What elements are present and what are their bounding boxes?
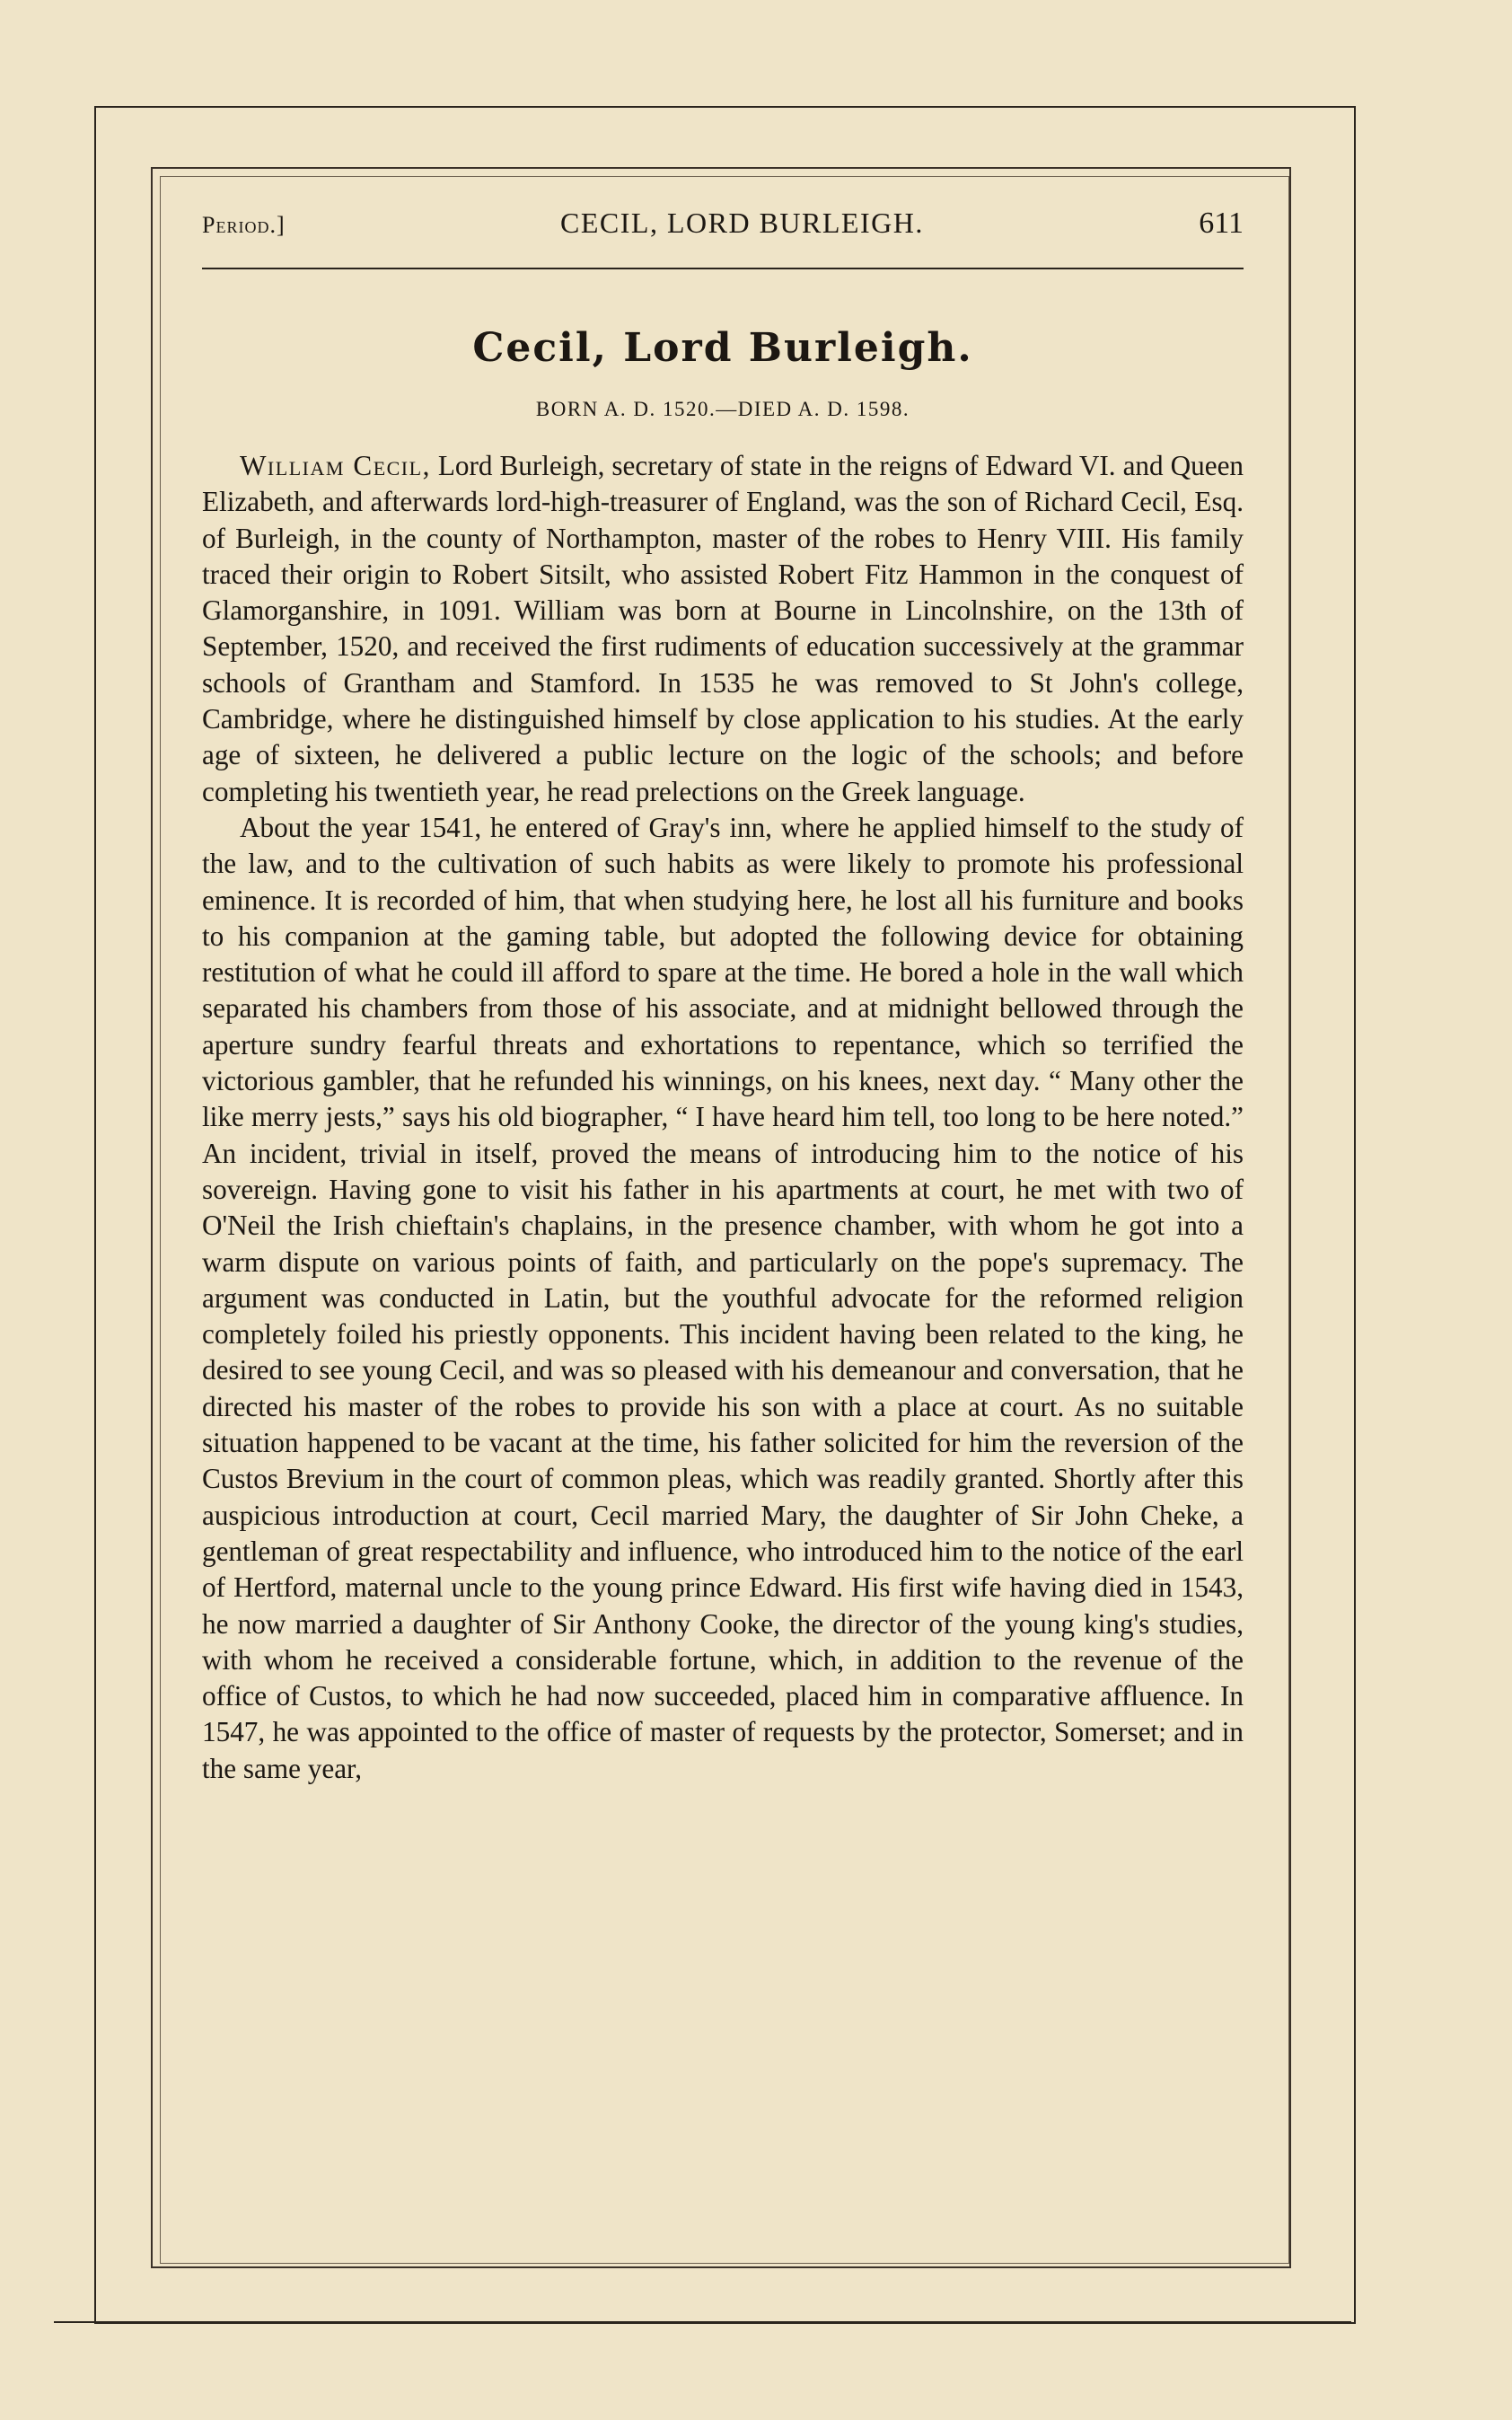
page-number: 611 (1199, 207, 1244, 240)
running-head-section: Period.] (202, 212, 286, 238)
book-page (202, 207, 1244, 1787)
running-head-title: CECIL, LORD BURLEIGH. (560, 207, 924, 239)
paragraph-1 (202, 448, 1244, 810)
outer-bottom-rule (54, 2321, 1351, 2323)
article-body (202, 448, 1244, 1787)
paragraph-1-text: Lord Burleigh, secretary of state in the reigns of Edward VI. and Queen Elizabeth, and afterwards lord-high-treasurer of England, was the son of Richard Cecil, Esq. of Burleigh, in the county of Northampton, master of the robes to Henry VIII. His family traced their origin to Robert Sitsilt, who assisted Robert Fitz Hammon in the conquest of Glamorganshire, in 1091. William was born at Bourne in Lincolnshire, on the 13th of September, 1520, and received the first rudiments of education successively at the grammar schools of Grantham and Stamford. In 1535 he was removed to St John's college, Cambridge, where he distinguished himself by close application to his studies. At the early age of sixteen, he delivered a public lecture on the logic of the schools; and before completing his twentieth year, he read prelections on the Greek language. (202, 450, 1244, 807)
paragraph-2: About the year 1541, he entered of Gray's inn, where he applied himself to the study of the law, and to the cultivation of such habits as were likely to promote his professional eminence. It is recorded of him, that when studying here, he lost all his furniture and books to his companion at the gaming table, but adopted the following device for obtaining restitution of what he could ill afford to spare at the time. He bored a hole in the wall which separated his chambers from those of his associate, and at midnight bellowed through the aperture sundry fearful threats and exhortations to repentance, which so terrified the victorious gambler, that he refunded his winnings, on his knees, next day. “ Many other the like merry jests,” says his old biographer, “ I have heard him tell, too long to be here noted.” An incident, trivial in itself, proved the means of introducing him to the notice of his sovereign. Having gone to visit his father in his apartments at court, he met with two of O'Neil the Irish chieftain's chaplains, in the presence chamber, with whom he got into a warm dispute on various points of faith, and particularly on the pope's supremacy. The argument was conducted in Latin, but the youthful advocate for the reformed religion completely foiled his priestly opponents. This incident having been related to the king, he desired to see young Cecil, and was so pleased with his demeanour and conversation, that he directed his master of the robes to provide his son with a place at court. As no suitable situation happened to be vacant at the time, his father solicited for him the reversion of the Custos Brevium in the court of common pleas, which was readily granted. Shortly after this auspicious introduction at court, Cecil married Mary, the daughter of Sir John Cheke, a gentleman of great respectability and influence, who introduced him to the notice of the earl of Hertford, maternal uncle to the young prince Edward. His first wife having died in 1543, he now married a daughter of Sir Anthony Cooke, the director of the young king's studies, with whom he received a considerable fortune, which, in addition to the revenue of the office of Custos, to which he had now succeeded, placed him in comparative affluence. In 1547, he was appointed to the office of master of requests by the protector, Somerset; and in the same year, (202, 811, 1244, 1784)
article-lifespan: BORN A. D. 1520.—DIED A. D. 1598. (535, 398, 910, 420)
lead-in-name: William Cecil, (240, 450, 431, 481)
article-title: Cecil, Lord Burleigh. (472, 325, 973, 371)
running-head (202, 207, 1244, 269)
